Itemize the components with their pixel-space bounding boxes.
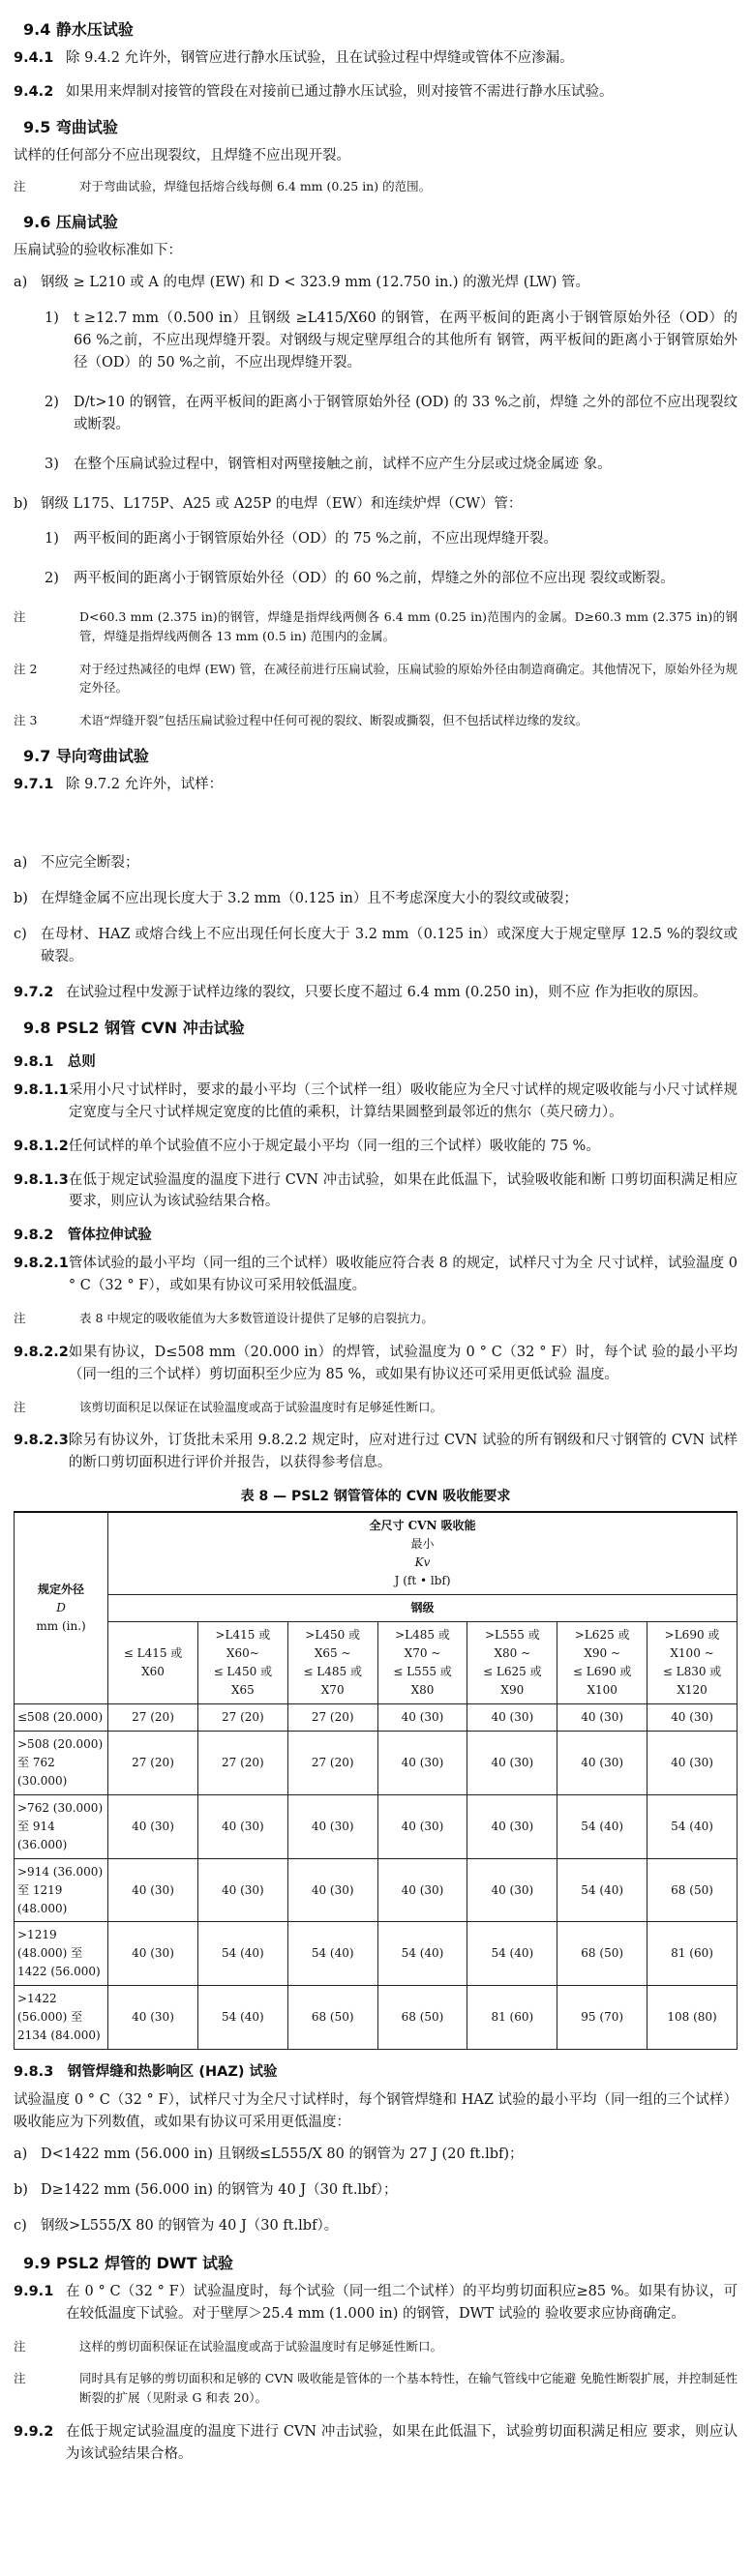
section-heading-9-6: 9.6 压扁试验 (23, 213, 118, 231)
grade-line: ≤ L555 或 (393, 1665, 452, 1679)
clause-number: 9.8.2.1 (14, 1256, 69, 1272)
grade-line: >L415 或 (215, 1628, 271, 1643)
grade-line: ≤ L485 或 (303, 1665, 362, 1679)
clause-text: 如果有协议，D≤508 mm（20.000 in）的焊管，试验温度为 0 ° C（32 ° F）时，每个试 验的最小平均（同一组的三个试样）剪切面积至少应为 85 %，或如果有协议还可采用更低试验 温度。 (68, 1344, 738, 1382)
list-text: 在整个压扁试验过程中，钢管相对两壁接触之前，试样不应产生分层或过烧金属迹 象。 (74, 456, 612, 472)
subsection-heading-9-8-1: 9.8.1 总则 (14, 1053, 96, 1070)
cvn-value-cell: 40 (30) (287, 1858, 377, 1922)
clause-text: 任何试样的单个试验值不应小于规定最小平均（同一组的三个试样）吸收能的 75 %。 (68, 1138, 600, 1154)
clause-number: 9.8.1.1 (14, 1081, 69, 1098)
note (14, 711, 738, 730)
clause-9-8-1-1 (14, 1080, 738, 1124)
cvn-value-cell: 68 (50) (557, 1922, 648, 1986)
grade-column-header (467, 1622, 557, 1704)
note-text: 这样的剪切面积保证在试验温度或高于试验温度时有足够延性断口。 (79, 2338, 443, 2354)
grade-column-header (197, 1622, 287, 1704)
clause-number: 9.7.2 (14, 984, 54, 1000)
clause-9-9-2 (14, 2421, 738, 2466)
od-cell: >762 (30.000) 至 914 (36.000) (15, 1794, 108, 1858)
grade-line: ≤ L690 或 (572, 1665, 632, 1679)
list-text: D<1422 mm (56.000 in) 且钢级≤L555/X 80 的钢管为 27 J (20 ft.lbf)； (41, 2146, 524, 2162)
note (14, 2369, 738, 2408)
section-heading-9-8: 9.8 PSL2 钢管 CVN 冲击试验 (23, 1018, 245, 1037)
list-label: a) (14, 275, 28, 291)
blank-space (14, 808, 738, 844)
list-item (14, 272, 738, 294)
list-label: 2) (45, 394, 59, 410)
clause-9-9-1 (14, 2281, 738, 2325)
cvn-value-cell: 27 (20) (197, 1703, 287, 1731)
cvn-value-cell: 54 (40) (557, 1794, 648, 1858)
cvn-value-cell: 40 (30) (648, 1703, 738, 1731)
grade-line: ≤ L450 或 (213, 1665, 273, 1679)
cvn-value-cell: 40 (30) (467, 1858, 557, 1922)
subsection-heading-9-8-2: 9.8.2 管体拉伸试验 (14, 1228, 152, 1244)
cvn-value-cell: 108 (80) (648, 1986, 738, 2050)
cvn-value-cell: 54 (40) (197, 1922, 287, 1986)
cvn-value-cell: 40 (30) (377, 1731, 467, 1794)
section-heading-9-5: 9.5 弯曲试验 (23, 118, 118, 137)
clause-9-7-2 (14, 982, 738, 1004)
grade-line: X70 ~ (404, 1646, 441, 1661)
list-label: b) (14, 2181, 28, 2198)
cvn-value-cell: 40 (30) (377, 1794, 467, 1858)
list-label: c) (14, 926, 27, 942)
cvn-value-cell: 40 (30) (197, 1794, 287, 1858)
cvn-value-cell: 40 (30) (108, 1858, 198, 1922)
table-body (15, 1703, 738, 2049)
grade-column-header (377, 1622, 467, 1704)
note-text: 对于经过热减径的电焊 (EW) 管，在减径前进行压扁试验，压扁试验的原始外径由制造商确定。其他情况下，原始外径为规定外径。 (79, 661, 738, 696)
cvn-value-cell: 40 (30) (648, 1731, 738, 1794)
clause-text: 管体试验的最小平均（同一组的三个试样）吸收能应符合表 8 的规定，试样尺寸为全 尺寸试样，试验温度 0 ° C（32 ° F），或如果有协议可采用较低温度。 (68, 1256, 738, 1294)
list-text: t ≥12.7 mm（0.500 in）且钢级 ≥L415/X60 的钢管，在两平板间的距离小于钢管原始外径（OD）的 66 %之前，不应出现焊缝开裂。对钢级与规定壁厚组合的其他所有 钢管，两平板间的距离小于钢管原始外径（OD）的 50 %之前，不应出现焊缝开裂。 (74, 311, 738, 370)
clause-number: 9.8.2.3 (14, 1433, 69, 1449)
cvn-table (14, 1511, 738, 2050)
cvn-value-cell: 54 (40) (197, 1986, 287, 2050)
grade-line: >L485 或 (395, 1628, 450, 1643)
clause-text: 在低于规定试验温度的温度下进行 CVN 冲击试验，如果在此低温下，试验吸收能和断 口剪切面积满足相应要求，则应认为该试验结果合格。 (68, 1171, 738, 1210)
cvn-value-cell: 54 (40) (648, 1794, 738, 1858)
list-text: 两平板间的距离小于钢管原始外径（OD）的 75 %之前，不应出现焊缝开裂。 (74, 531, 557, 548)
list-text: 钢级 ≥ L210 或 A 的电焊 (EW) 和 D < 323.9 mm (12.750 in.) 的激光焊 (LW) 管。 (41, 275, 589, 291)
cvn-value-cell: 54 (40) (557, 1858, 648, 1922)
cvn-value-cell: 40 (30) (108, 1922, 198, 1986)
note (14, 2337, 738, 2356)
sub-list-item (45, 308, 738, 374)
header-line: 最小 (410, 1537, 435, 1552)
clause-9-8-2-1 (14, 1253, 738, 1297)
grade-line: X65 ~ (314, 1646, 351, 1661)
list-item (14, 852, 738, 874)
clause-9-8-2-2 (14, 1342, 738, 1386)
note-text: 术语“焊缝开裂”包括压扁试验过程中任何可视的裂纹、断裂或撕裂，但不包括试样边缘的发纹。 (79, 713, 588, 728)
cvn-value-cell: 68 (50) (648, 1858, 738, 1922)
paragraph: 试样的任何部分不应出现裂纹，且焊缝不应出现开裂。 (14, 148, 350, 164)
list-label: a) (14, 855, 28, 872)
grade-row (15, 1622, 738, 1704)
grade-line: >L690 或 (664, 1628, 720, 1643)
cvn-value-cell: 95 (70) (557, 1986, 648, 2050)
list-item (14, 888, 738, 910)
list-label: 2) (45, 571, 59, 587)
note-label: 注 (14, 2338, 26, 2354)
od-cell: >508 (20.000) 至 762 (30.000) (15, 1731, 108, 1794)
list-text: 钢级 L175、L175P、A25 或 A25P 的电焊（EW）和连续炉焊（CW）管： (41, 495, 523, 512)
grade-line: X90 ~ (584, 1646, 620, 1661)
grade-line: >L450 或 (305, 1628, 361, 1643)
grade-column-header (648, 1622, 738, 1704)
note-text: 该剪切面积足以保证在试验温度或高于试验温度时有足够延性断口。 (79, 1399, 443, 1414)
grade-header: 钢级 (108, 1595, 738, 1622)
clause-9-4-2 (14, 81, 738, 104)
note (14, 607, 738, 646)
note (14, 1309, 738, 1328)
list-label: 1) (45, 531, 59, 548)
table-row (15, 1731, 738, 1794)
section-heading-9-4: 9.4 静水压试验 (23, 20, 134, 39)
cvn-value-cell: 40 (30) (197, 1858, 287, 1922)
grade-line: X60 (141, 1665, 165, 1679)
clause-9-7-1 (14, 774, 738, 796)
clause-text: 除 9.4.2 允许外，钢管应进行静水压试验，且在试验过程中焊缝或管体不应渗漏。 (66, 50, 574, 67)
cvn-value-cell: 40 (30) (108, 1794, 198, 1858)
note-label: 注 2 (14, 661, 38, 676)
grade-line: X80 (410, 1682, 435, 1697)
grade-line: X90 (500, 1682, 525, 1697)
subsection-heading-9-8-3: 9.8.3 钢管焊缝和热影响区 (HAZ) 试验 (14, 2064, 278, 2081)
clause-9-8-1-3 (14, 1170, 738, 1214)
note-label: 注 (14, 609, 26, 625)
cvn-value-cell: 27 (20) (287, 1703, 377, 1731)
cvn-value-cell: 40 (30) (287, 1794, 377, 1858)
grade-line: X70 (320, 1682, 345, 1697)
note-label: 注 (14, 1399, 26, 1414)
header-line: 全尺寸 CVN 吸收能 (369, 1519, 476, 1533)
note-text: 同时具有足够的剪切面积和足够的 CVN 吸收能是管体的一个基本特性，在输气管线中它能避 免脆性断裂扩展，并控制延性断裂的扩展（见附录 G 和表 20）。 (79, 2371, 738, 2406)
clause-number: 9.8.1.3 (14, 1171, 69, 1188)
cvn-value-cell: 40 (30) (377, 1703, 467, 1731)
cvn-value-cell: 81 (60) (648, 1922, 738, 1986)
header-line: J (ft • lbf) (394, 1574, 451, 1588)
note (14, 660, 738, 698)
cvn-value-cell: 27 (20) (197, 1731, 287, 1794)
table-row (15, 1858, 738, 1922)
grade-line: ≤ L625 或 (483, 1665, 542, 1679)
table-caption: 表 8 — PSL2 钢管管体的 CVN 吸收能要求 (240, 1489, 511, 1505)
cvn-value-cell: 27 (20) (108, 1703, 198, 1731)
grade-line: ≤ L415 或 (123, 1646, 183, 1661)
od-cell: >914 (36.000) 至 1219 (48.000) (15, 1858, 108, 1922)
grade-line: X80 ~ (494, 1646, 531, 1661)
grade-line: X100 ~ (670, 1646, 714, 1661)
clause-text: 在试验过程中发源于试样边缘的裂纹，只要长度不超过 6.4 mm (0.250 in)，则不应 作为拒收的原因。 (66, 984, 708, 1000)
list-label: a) (14, 2146, 28, 2162)
paragraph: 试验温度 0 ° C（32 ° F），试样尺寸为全尺寸试样时，每个钢管焊缝和 HAZ 试验的最小平均（同一组的三个试样）吸收能应为下列数值，或如果有协议可采用更低温度： (14, 2092, 738, 2130)
clause-number: 9.8.1.2 (14, 1138, 69, 1154)
list-label: 1) (45, 311, 59, 327)
clause-9-4-1 (14, 47, 738, 70)
cvn-header (108, 1512, 738, 1594)
grade-line: X100 (587, 1682, 617, 1697)
header-line: D (56, 1601, 66, 1615)
cvn-value-cell: 68 (50) (287, 1986, 377, 2050)
clause-number: 9.8.2.2 (14, 1344, 69, 1360)
list-text: D≥1422 mm (56.000 in) 的钢管为 40 J（30 ft.lbf）； (41, 2181, 398, 2198)
clause-text: 除另有协议外，订货批未采用 9.8.2.2 规定时，应对进行过 CVN 试验的所有钢级和尺寸钢管的 CVN 试样的断口剪切面积进行评价并报告，以获得参考信息。 (68, 1433, 738, 1471)
clause-text: 在低于规定试验温度的温度下进行 CVN 冲击试验，如果在此低温下，试验剪切面积满足相应 要求，则应认为该试验结果合格。 (66, 2423, 738, 2462)
grade-column-header (108, 1622, 198, 1704)
cvn-value-cell: 40 (30) (467, 1731, 557, 1794)
list-label: b) (14, 891, 28, 907)
cvn-value-cell: 27 (20) (287, 1731, 377, 1794)
sub-list-item (45, 454, 738, 476)
cvn-value-cell: 54 (40) (377, 1922, 467, 1986)
cvn-value-cell: 81 (60) (467, 1986, 557, 2050)
clause-text: 在 0 ° C（32 ° F）试验温度时，每个试验（同一组二个试样）的平均剪切面积应≥85 %。如果有协议，可在较低温度下试验。对于壁厚＞25.4 mm (1.000 in) 的钢管，DWT 试验的 验收要求应协商确定。 (66, 2283, 738, 2322)
note-label: 注 (14, 1311, 26, 1326)
note-label: 注 3 (14, 713, 38, 728)
sub-list-item (45, 568, 738, 590)
paragraph: 压扁试验的验收标准如下： (14, 243, 182, 259)
clause-text: 采用小尺寸试样时，要求的最小平均（三个试样一组）吸收能应为全尺寸试样的规定吸收能与小尺寸试样规定宽度与全尺寸试样规定宽度的比值的乘积，计算结果圆整到最邻近的焦尔（英尺磅力）。 (68, 1081, 738, 1120)
grade-line: >L625 或 (574, 1628, 630, 1643)
clause-number: 9.7.1 (14, 777, 54, 793)
clause-number: 9.9.2 (14, 2423, 54, 2440)
clause-number: 9.4.1 (14, 50, 54, 67)
list-text: D/t>10 的钢管，在两平板间的距离小于钢管原始外径 (OD) 的 33 %之前，焊缝 之外的部位不应出现裂纹或断裂。 (74, 394, 738, 432)
note (14, 1398, 738, 1417)
clause-9-8-2-3 (14, 1430, 738, 1474)
od-cell: >1219 (48.000) 至 1422 (56.000) (15, 1922, 108, 1986)
section-heading-9-7: 9.7 导向弯曲试验 (23, 746, 149, 765)
grade-line: X120 (677, 1682, 708, 1697)
note-text: D<60.3 mm (2.375 in)的钢管，焊缝是指焊线两侧各 6.4 mm (0.25 in)范围内的金属。D≥60.3 mm (2.375 in)的钢管，焊缝是指焊线两侧各 13 mm (0.5 in) 范围内的金属。 (79, 609, 738, 643)
header-line: mm (in.) (36, 1619, 86, 1634)
od-cell: ≤508 (20.000) (15, 1703, 108, 1731)
list-text: 钢级>L555/X 80 的钢管为 40 J（30 ft.lbf）。 (41, 2217, 339, 2234)
clause-number: 9.4.2 (14, 84, 54, 101)
list-text: 两平板间的距离小于钢管原始外径（OD）的 60 %之前，焊缝之外的部位不应出现 裂纹或断裂。 (74, 571, 675, 587)
list-item (14, 2144, 738, 2166)
list-label: c) (14, 2217, 27, 2234)
note-label: 注 (14, 179, 26, 194)
section-heading-9-9: 9.9 PSL2 焊管的 DWT 试验 (23, 2253, 234, 2272)
list-item (14, 2179, 738, 2202)
header-line: Kv (414, 1555, 431, 1570)
list-item (14, 493, 738, 516)
table-row (15, 1703, 738, 1731)
note-text: 对于弯曲试验，焊缝包括熔合线每侧 6.4 mm (0.25 in) 的范围。 (79, 179, 432, 194)
grade-line: X65 (230, 1682, 255, 1697)
list-text: 不应完全断裂； (41, 855, 139, 872)
table-row (15, 1922, 738, 1986)
list-item (14, 924, 738, 968)
cvn-value-cell: 40 (30) (467, 1703, 557, 1731)
list-text: 在焊缝金属不应出现长度大于 3.2 mm（0.125 in）且不考虑深度大小的裂纹或破裂； (41, 891, 578, 907)
grade-column-header (557, 1622, 648, 1704)
cvn-value-cell: 54 (40) (287, 1922, 377, 1986)
list-label: b) (14, 495, 28, 512)
note-label: 注 (14, 2371, 26, 2386)
cvn-value-cell: 54 (40) (467, 1922, 557, 1986)
note (14, 177, 738, 196)
grade-line: >L555 或 (484, 1628, 540, 1643)
od-header (15, 1512, 108, 1703)
grade-column-header (287, 1622, 377, 1704)
list-label: 3) (45, 456, 59, 472)
list-text: 在母材、HAZ 或熔合线上不应出现任何长度大于 3.2 mm（0.125 in）或深度大于规定壁厚 12.5 %的裂纹或破裂。 (41, 926, 738, 964)
header-line: 规定外径 (38, 1583, 85, 1597)
clause-text: 除 9.7.2 允许外，试样： (66, 777, 224, 793)
cvn-value-cell: 40 (30) (108, 1986, 198, 2050)
clause-number: 9.9.1 (14, 2283, 54, 2299)
list-item (14, 2215, 738, 2237)
table-row (15, 1986, 738, 2050)
clause-9-8-1-2 (14, 1136, 738, 1158)
grade-line: X60~ (226, 1646, 259, 1661)
cvn-value-cell: 40 (30) (467, 1794, 557, 1858)
od-cell: >1422 (56.000) 至 2134 (84.000) (15, 1986, 108, 2050)
cvn-value-cell: 27 (20) (108, 1731, 198, 1794)
cvn-value-cell: 40 (30) (557, 1703, 648, 1731)
table-row (15, 1794, 738, 1858)
cvn-value-cell: 68 (50) (377, 1986, 467, 2050)
sub-list-item (45, 528, 738, 550)
cvn-value-cell: 40 (30) (377, 1858, 467, 1922)
grade-line: ≤ L830 或 (662, 1665, 722, 1679)
cvn-value-cell: 40 (30) (557, 1731, 648, 1794)
clause-text: 如果用来焊制对接管的管段在对接前已通过静水压试验，则对接管不需进行静水压试验。 (66, 84, 614, 101)
note-text: 表 8 中规定的吸收能值为大多数管道设计提供了足够的启裂抗力。 (79, 1311, 434, 1326)
sub-list-item (45, 392, 738, 436)
